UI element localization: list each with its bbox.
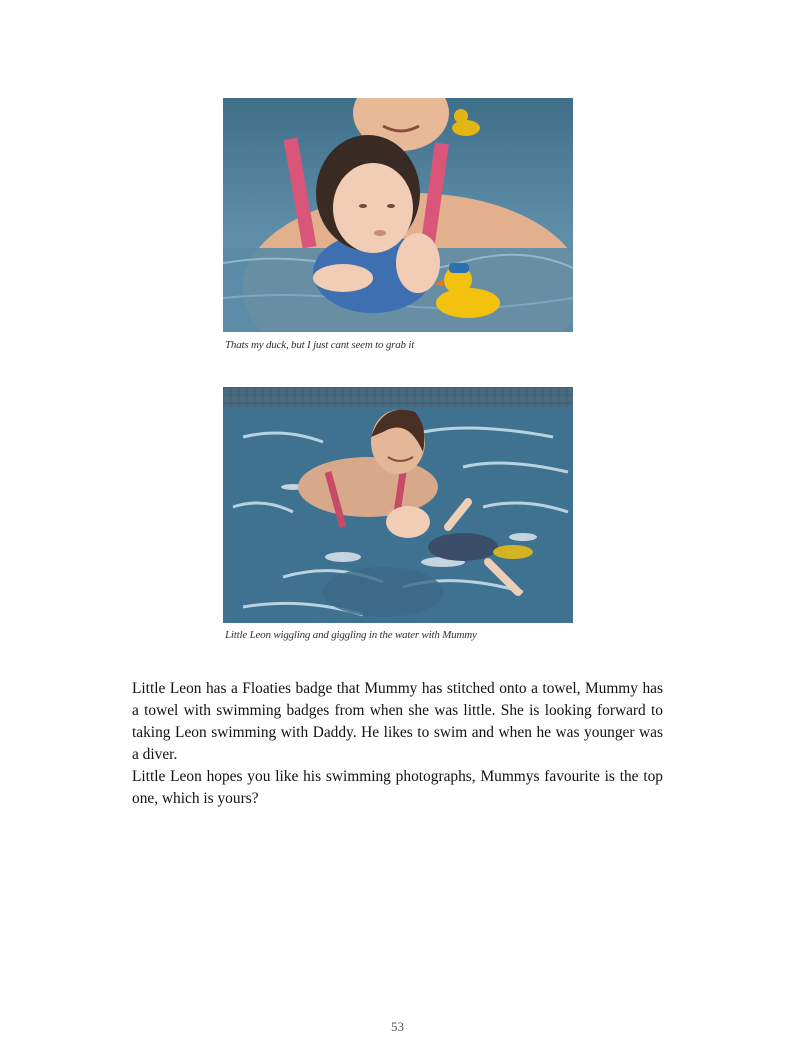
paragraph: Little Leon has a Floaties badge that Mummy has stitched onto a towel, Mummy has a towel with swimming badges from when she was little. She is looking forward to taking Leon swimming with Daddy. He likes to swim and when he was younger was a diver. (132, 680, 663, 763)
photo-caption: Little Leon wiggling and giggling in the water with Mummy (225, 629, 477, 641)
photo-caption: Thats my duck, but I just cant seem to grab it (225, 339, 415, 351)
photo-baby-with-duck (223, 98, 573, 332)
page-number: 53 (391, 1019, 404, 1034)
paragraph: Little Leon hopes you like his swimming photographs, Mummys favourite is the top one, which is yours? (132, 768, 663, 807)
photo-baby-floating (223, 387, 573, 623)
body-text (132, 678, 663, 810)
